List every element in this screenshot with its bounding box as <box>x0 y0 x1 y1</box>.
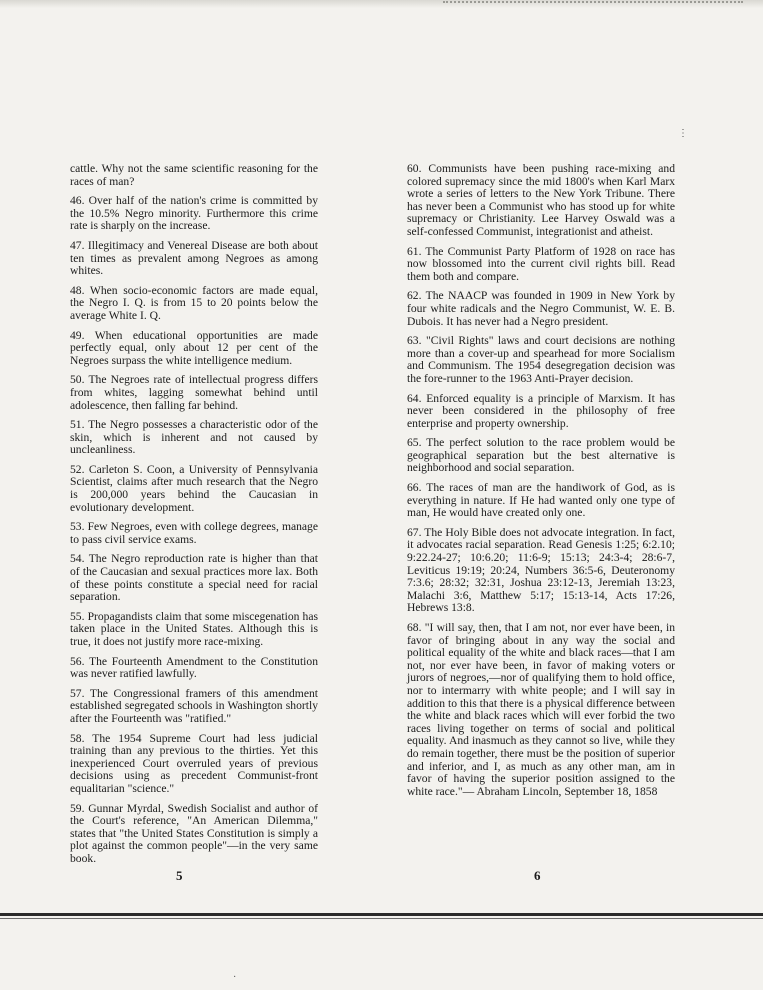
right-column <box>407 163 675 805</box>
left-paragraph-54: 54. The Negro reproduction rate is higher than that of the Caucasian and sexual practices more lax. Both of these points constitute a special need for racial separation. <box>70 552 318 604</box>
left-paragraph-50: 50. The Negroes rate of intellectual progress differs from whites, lagging somewhat behind until adolescence, then falling far behind. <box>70 373 318 412</box>
right-paragraph-65: 65. The perfect solution to the race problem would be geographical separation but the best alternative is neighborhood and social separation. <box>407 436 675 475</box>
left-paragraph-48: 48. When socio-economic factors are made equal, the Negro I. Q. is from 15 to 20 points below the average White I. Q. <box>70 283 318 322</box>
left-paragraph-53: 53. Few Negroes, even with college degrees, manage to pass civil service exams. <box>70 520 318 546</box>
left-paragraph-52: 52. Carleton S. Coon, a University of Pennsylvania Scientist, claims after much research that the Negro is 200,000 years behind the Caucasian in evolutionary development. <box>70 462 318 514</box>
left-paragraph-55: 55. Propagandists claim that some miscegenation has taken place in the United States. Although this is true, it does not justify more race-mixing. <box>70 609 318 648</box>
right-paragraph-63: 63. "Civil Rights" laws and court decisions are nothing more than a cover-up and spearhead for more Socialism and Communism. The 1954 desegregation decision was the fore-runner to the 1963 Anti-Prayer decision. <box>407 334 675 385</box>
left-paragraph-51: 51. The Negro possesses a characteristic odor of the skin, which is inherent and not caused by uncleanliness. <box>70 418 318 457</box>
left-paragraph-46: 46. Over half of the nation's crime is committed by the 10.5% Negro minority. Furthermore this crime rate is sharply on the increase. <box>70 194 318 233</box>
right-paragraph-67: 67. The Holy Bible does not advocate integration. In fact, it advocates racial separation. Read Genesis 1:25; 6:2.10; 9:22.24-27; 10:6.20; 11:6-9; 15:13; 24:3-4; 28:6-7, Leviticus 19:19; 20:24, Numbers 36:5-6, Deuteronomy 7:3.6; 28:32; 32:31, Joshua 23:12-13, Jeremiah 13:23, Malachi 3:6, Matthew 5:17; 15:13-14, Acts 17:26, Hebrews 13:8. <box>407 525 675 615</box>
scan-speck: · <box>233 972 237 983</box>
left-paragraph-59: 59. Gunnar Myrdal, Swedish Socialist and author of the Court's reference, "An American Dilemma," states that "the United States Constitution is simply a plot against the common people"—in the very same book. <box>70 801 318 865</box>
left-paragraph-47: 47. Illegitimacy and Venereal Disease are both about ten times as prevalent among Negroes as among whites. <box>70 238 318 278</box>
right-paragraph-68: 68. "I will say, then, that I am not, nor ever have been, in favor of bringing about in any way the social and political equality of the white and black races—that I am not, nor ever have been, in favor of making voters or jurors of negroes,—nor of qualifying them to hold office, nor to intermarry with white people; and I will say in addition to this that there is a physical difference between the white and black races which will ever forbid the two races living together on terms of social and political equality. And inasmuch as they cannot so live, while they do remain together, there must be the position of superior and inferior, and I, as much as any other man, am in favor of having the superior position assigned to the white race."— Abraham Lincoln, September 18, 1858 <box>407 621 675 798</box>
right-paragraph-60: 60. Communists have been pushing race-mixing and colored supremacy since the mid 1800's when Karl Marx wrote a series of letters to the New York Tribune. There has never been a Communist who has stood up for white supremacy or Christianity. Lee Harvey Oswald was a self-confessed Communist, integrationist and atheist. <box>407 162 675 238</box>
right-paragraph-62: 62. The NAACP was founded in 1909 in New York by four white radicals and the Negro Communist, W. E. B. Dubois. It has never had a Negro president. <box>407 289 675 328</box>
left-column <box>70 163 318 873</box>
bottom-rule <box>0 913 763 916</box>
left-paragraph-58: 58. The 1954 Supreme Court had less judicial training than any previous to the thirties. Yet this inexperienced Court overruled years of previous decisions using as precedent Communist-front equalitarian "science." <box>70 731 318 795</box>
left-paragraph-continuation: cattle. Why not the same scientific reasoning for the races of man? <box>70 162 318 188</box>
right-paragraph-66: 66. The races of man are the handiwork of God, as is everything in nature. If He had wanted only one type of man, He would have created only one. <box>407 481 675 520</box>
scan-speck: ⋮ <box>678 128 688 139</box>
page-number-left: 5 <box>176 868 183 883</box>
left-paragraph-49: 49. When educational opportunities are made perfectly equal, only about 12 per cent of the Negroes surpass the white intelligence medium. <box>70 328 318 367</box>
page-number-right: 6 <box>534 868 541 883</box>
bottom-rule-thin <box>0 918 763 919</box>
right-paragraph-64: 64. Enforced equality is a principle of Marxism. It has never been considered in the philosophy of free enterprise and property ownership. <box>407 391 675 430</box>
left-paragraph-57: 57. The Congressional framers of this amendment established segregated schools in Washington shortly after the Fourteenth was "ratified." <box>70 686 318 725</box>
right-paragraph-61: 61. The Communist Party Platform of 1928 on race has now blossomed into the current civil rights bill. Read them both and compare. <box>407 244 675 283</box>
left-paragraph-56: 56. The Fourteenth Amendment to the Constitution was never ratified lawfully. <box>70 654 318 681</box>
scan-edge-dots <box>443 1 743 6</box>
